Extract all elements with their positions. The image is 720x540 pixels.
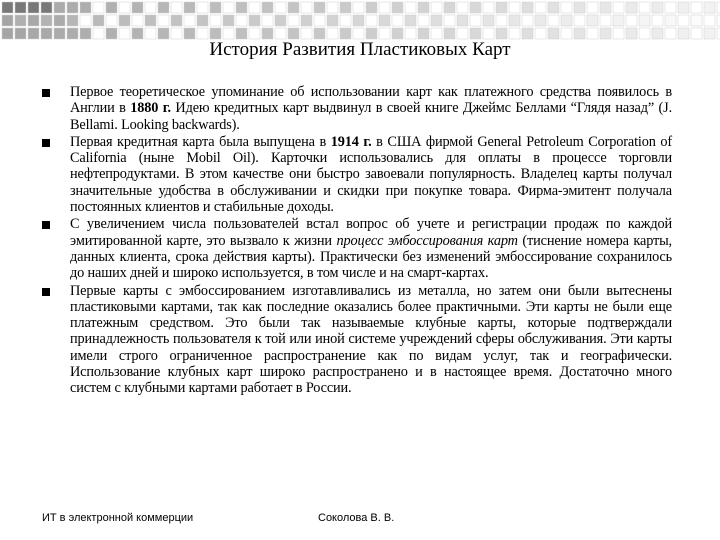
grid-cell [275, 2, 286, 13]
grid-cell [587, 2, 598, 13]
grid-cell [210, 15, 221, 26]
square-bullet-icon [42, 89, 50, 97]
square-bullet-icon [42, 221, 50, 229]
grid-cell [236, 2, 247, 13]
grid-cell [405, 2, 416, 13]
list-item [42, 134, 672, 215]
grid-cell [262, 2, 273, 13]
grid-cell [249, 15, 260, 26]
grid-cell [665, 15, 676, 26]
grid-cell [171, 2, 182, 13]
grid-cell [2, 2, 13, 13]
grid-cell [340, 2, 351, 13]
grid-cell [132, 2, 143, 13]
item-text: Первое теоретическое упоминание об использовании карт как платежного средства появилось в Англии в 1880 г. Идею кредитных карт выдвинул в своей книге Джеймс Беллами “Глядя назад” (J. Bellami. Looking backwards). [70, 84, 672, 133]
grid-cell [561, 15, 572, 26]
grid-cell [509, 15, 520, 26]
list-item [42, 84, 672, 133]
grid-cell [678, 15, 689, 26]
grid-cell [548, 15, 559, 26]
grid-cell [613, 15, 624, 26]
grid-cell [639, 15, 650, 26]
grid-cell [652, 2, 663, 13]
grid-cell [15, 15, 26, 26]
grid-cell [418, 15, 429, 26]
grid-cell [418, 2, 429, 13]
grid-cell [236, 15, 247, 26]
grid-cell [444, 15, 455, 26]
grid-cell [301, 15, 312, 26]
grid-cell [704, 2, 715, 13]
slide-title: История Развития Пластиковых Карт [209, 39, 511, 60]
grid-cell [496, 2, 507, 13]
item-text: Первые карты с эмбоссированием изготавливались из металла, но затем они были вытеснены пластиковыми картами, так как последние оказались более практичными. Эти карты не были еще платежным средством. Это были так называемые клубные карты, которые подтверждали принадлежность пользователя к той или иной системе учреждений сферы обслуживания. Эти карты имели строго ограниченное распространение как по видам услуг, так и географически. Использование клубных карт широко распространено и в настоящее время. Достаточно много систем с клубными картами работает в России. [70, 282, 672, 397]
grid-cell [509, 2, 520, 13]
grid-cell [67, 2, 78, 13]
grid-cell [405, 15, 416, 26]
grid-cell [626, 2, 637, 13]
grid-cell [197, 15, 208, 26]
grid-cell [54, 2, 65, 13]
grid-cell [600, 15, 611, 26]
footer-left: ИТ в электронной коммерции [42, 512, 194, 524]
grid-cell [106, 2, 117, 13]
grid-cell [340, 15, 351, 26]
grid-cell [704, 15, 715, 26]
grid-cell [28, 2, 39, 13]
grid-cell [522, 2, 533, 13]
grid-cell [184, 15, 195, 26]
footer-center: Соколова В. В. [318, 512, 395, 524]
grid-cell [470, 2, 481, 13]
grid-cell [314, 2, 325, 13]
square-bullet-icon [42, 139, 50, 147]
grid-cell [353, 15, 364, 26]
grid-cell [80, 2, 91, 13]
grid-cell [678, 2, 689, 13]
grid-cell [483, 15, 494, 26]
grid-cell [431, 15, 442, 26]
grid-cell [626, 15, 637, 26]
grid-cell [158, 2, 169, 13]
grid-cell [275, 15, 286, 26]
grid-cell [535, 15, 546, 26]
grid-cell [132, 15, 143, 26]
grid-cell [379, 15, 390, 26]
grid-cell [535, 2, 546, 13]
grid-cell [483, 2, 494, 13]
grid-cell [41, 2, 52, 13]
grid-cell [262, 15, 273, 26]
grid-cell [613, 2, 624, 13]
list-item [42, 216, 672, 281]
grid-cell [28, 15, 39, 26]
grid-cell [223, 15, 234, 26]
grid-cell [145, 15, 156, 26]
grid-cell [301, 2, 312, 13]
grid-cell [496, 15, 507, 26]
grid-cell [54, 15, 65, 26]
grid-cell [327, 15, 338, 26]
grid-cell [444, 2, 455, 13]
grid-cell [249, 2, 260, 13]
grid-cell [639, 2, 650, 13]
decorative-grid [0, 0, 720, 40]
grid-cell [366, 15, 377, 26]
grid-cell [600, 2, 611, 13]
grid-cell [288, 15, 299, 26]
grid-cell [119, 2, 130, 13]
grid-cell [574, 2, 585, 13]
grid-cell [522, 15, 533, 26]
item-text: С увеличением числа пользователей встал вопрос об учете и регистрации продаж по каждой эмитированной карте, это вызвало к жизни процесс эмбоссирования карт (тиснение номера карты, данных клиента, срока действия карты). Практически без изменений эмбоссирование сохранилось до наших дней и широко используется, в том числе и на смарт-картах. [70, 216, 672, 282]
grid-cell [106, 15, 117, 26]
square-bullet-icon [42, 288, 50, 296]
grid-cell [145, 2, 156, 13]
grid-cell [197, 2, 208, 13]
grid-cell [691, 15, 702, 26]
grid-cell [210, 2, 221, 13]
grid-cell [652, 15, 663, 26]
grid-cell [2, 15, 13, 26]
grid-cell [587, 15, 598, 26]
grid-cell [314, 15, 325, 26]
grid-cell [366, 2, 377, 13]
grid-cell [327, 2, 338, 13]
grid-cell [457, 2, 468, 13]
grid-cell [223, 2, 234, 13]
grid-cell [470, 15, 481, 26]
grid-cell [288, 2, 299, 13]
grid-cell [457, 15, 468, 26]
item-text: Первая кредитная карта была выпущена в 1914 г. в США фирмой General Petroleum Corporation of California (ныне Mobil Oil). Карточки использовались для оплаты в процессе торговли нефтепродуктами. В этом качестве они быстро завоевали популярность. Владелец карты получал значительные удобства в обслуживании и скидки при покупке товара. Фирма-эмитент получала постоянных клиентов и стабильные доходы. [70, 133, 672, 216]
grid-cell [431, 2, 442, 13]
grid-cell [41, 15, 52, 26]
grid-cell [561, 2, 572, 13]
bullet-list [42, 84, 672, 398]
grid-cell [158, 15, 169, 26]
list-item [42, 283, 672, 397]
grid-cell [93, 15, 104, 26]
grid-cell [392, 2, 403, 13]
grid-cell [574, 15, 585, 26]
grid-cell [93, 2, 104, 13]
grid-cell [80, 15, 91, 26]
grid-cell [15, 2, 26, 13]
grid-cell [119, 15, 130, 26]
grid-cell [691, 2, 702, 13]
grid-cell [171, 15, 182, 26]
grid-cell [548, 2, 559, 13]
grid-cell [184, 2, 195, 13]
grid-cell [392, 15, 403, 26]
grid-cell [353, 2, 364, 13]
grid-cell [67, 15, 78, 26]
grid-cell [379, 2, 390, 13]
grid-cell [665, 2, 676, 13]
